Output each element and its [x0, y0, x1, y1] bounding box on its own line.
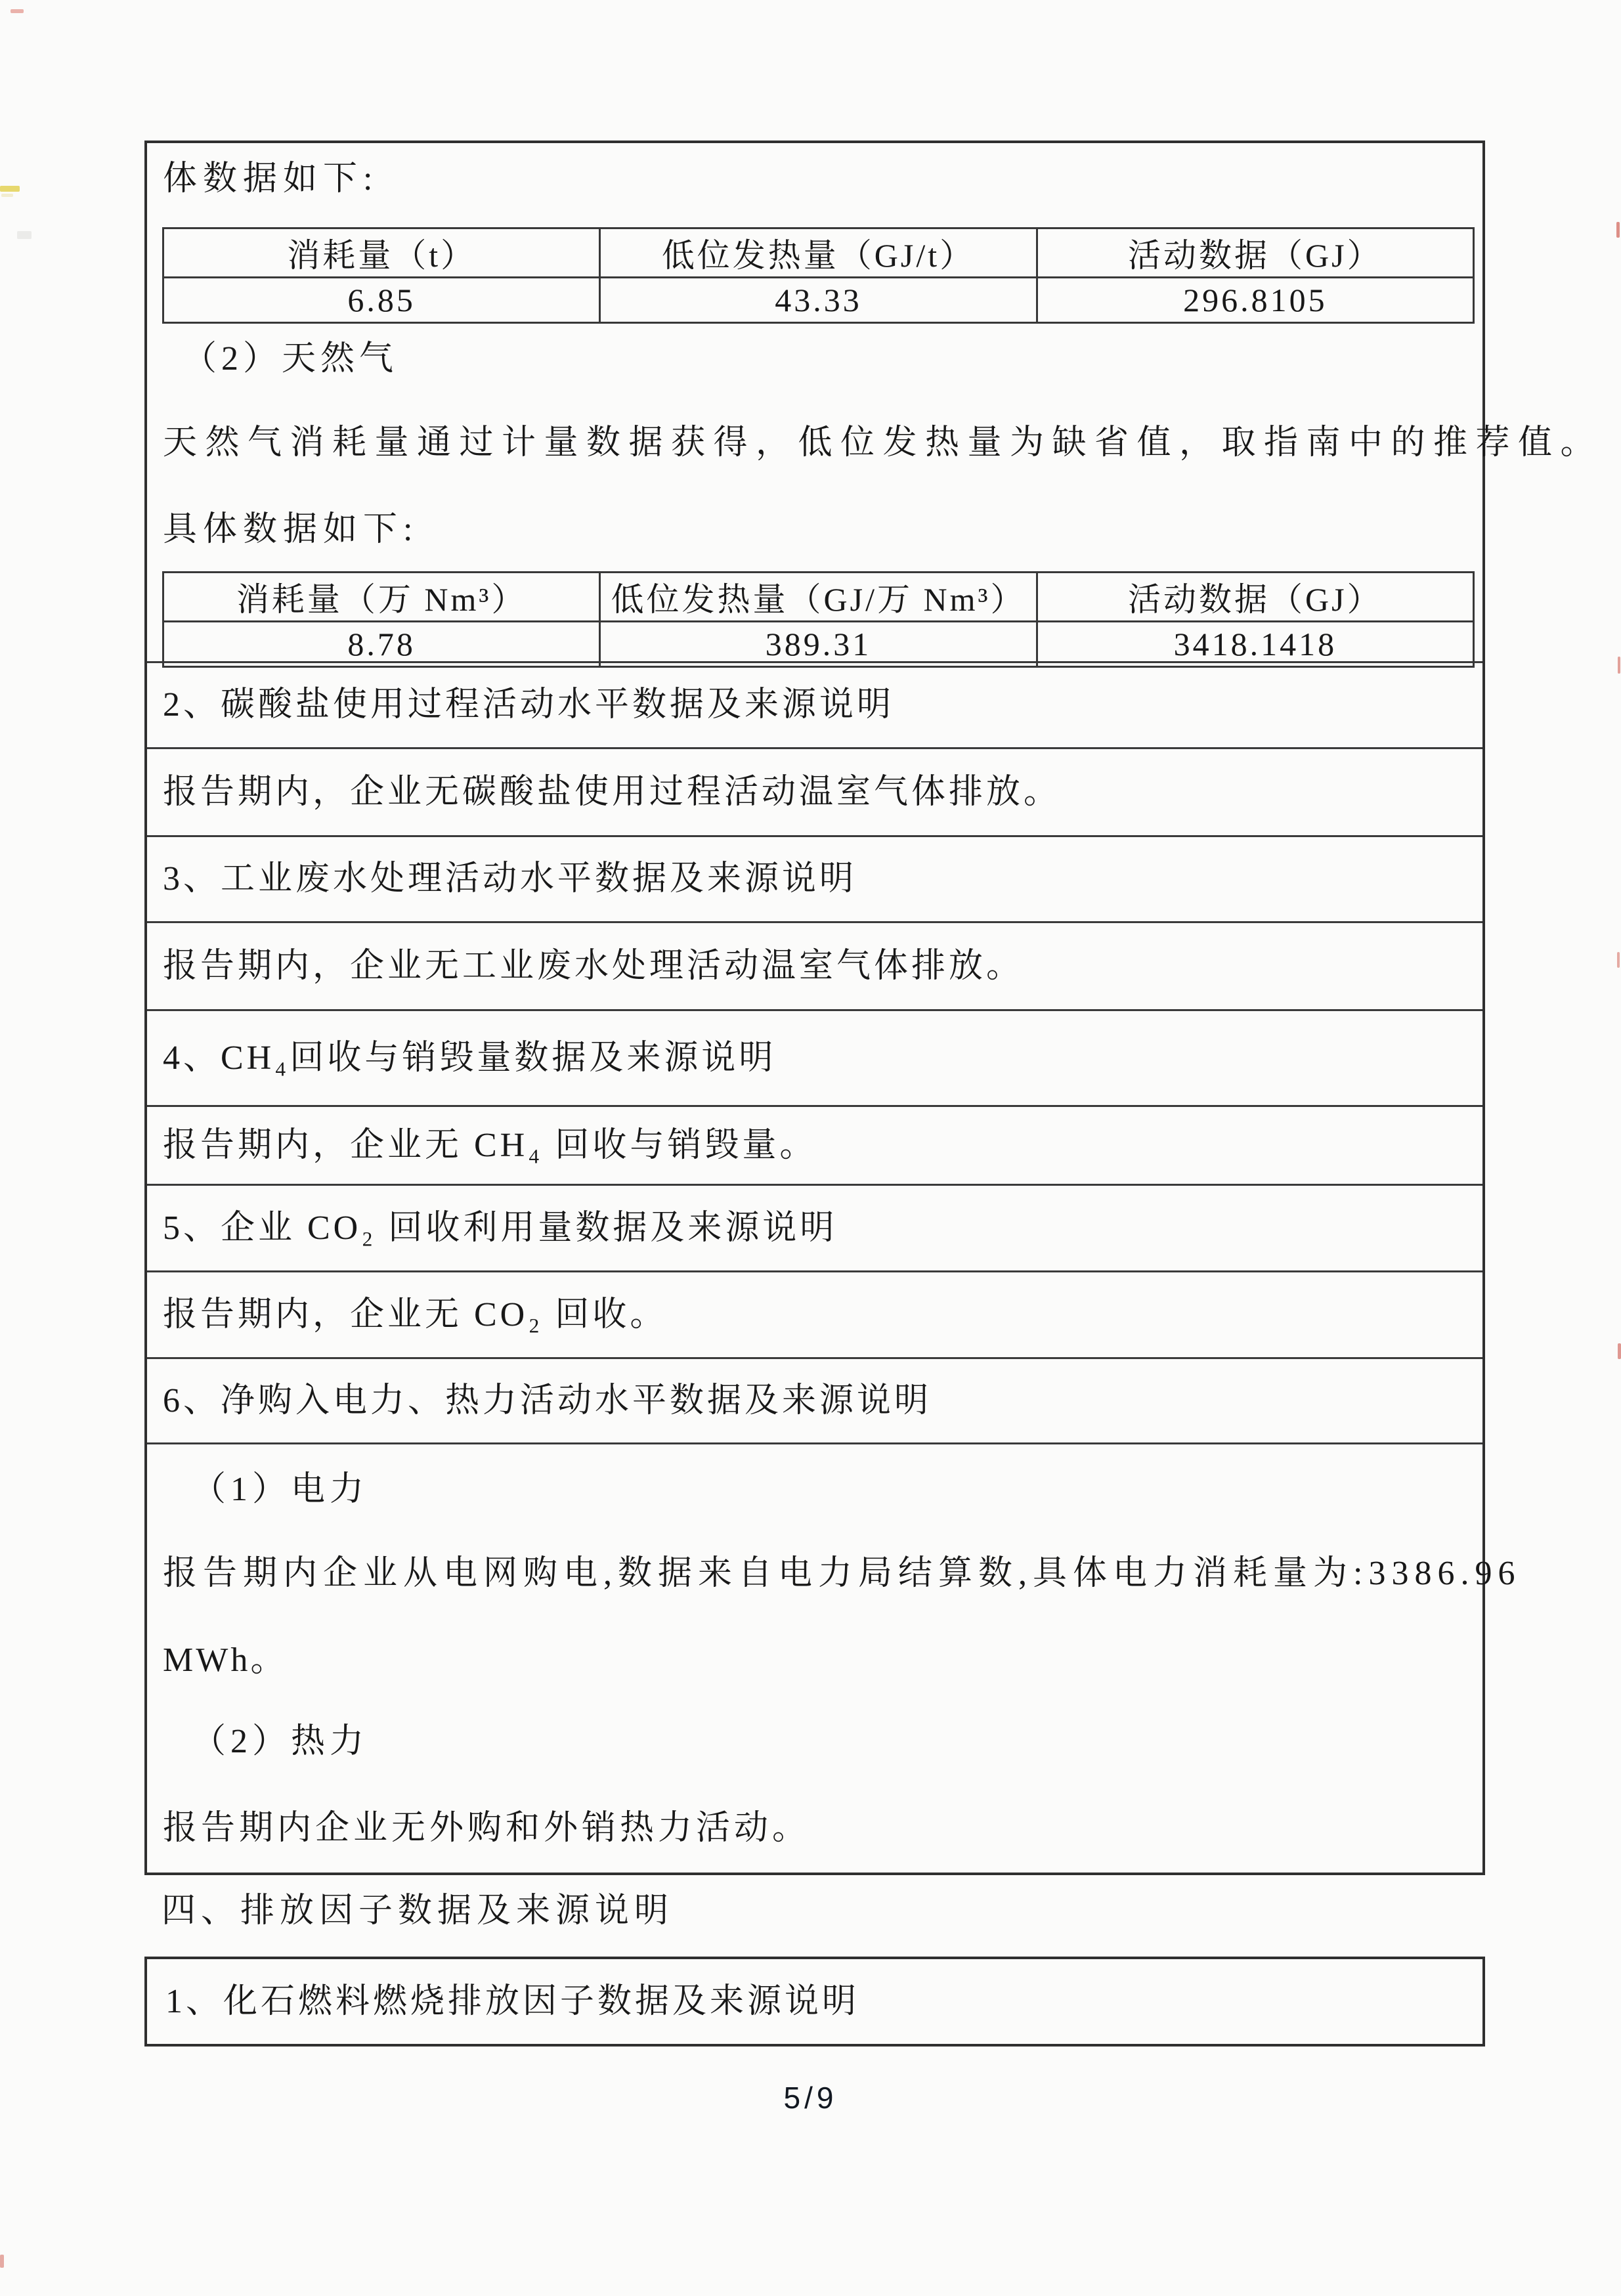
natural-gas-subtitle: （2）天然气: [183, 340, 399, 378]
section-content-row: [147, 1105, 1482, 1184]
heating-value-header-cell: 低位发热量（GJ/万 Nm³）: [600, 573, 1037, 622]
heat-description: 报告期内企业无外购和外销热力活动。: [163, 1809, 811, 1847]
activity-level-data-table: [144, 141, 1603, 1875]
gas-data-leadin-text: 具体数据如下:: [163, 511, 419, 548]
section-header-row: [147, 835, 1482, 921]
section-content-row: [147, 1270, 1482, 1357]
section-header-row: [147, 1184, 1482, 1270]
scan-artifact-red-tick: [1618, 1343, 1621, 1359]
fuel-oil-data-table: [162, 227, 1475, 324]
heat-subtitle: （2）热力: [192, 1723, 369, 1760]
page-number: 5/9: [783, 2081, 838, 2115]
scan-artifact-red-tick: [1616, 222, 1620, 238]
fossil-fuel-activity-row: [147, 143, 1603, 662]
section-header-row: [147, 1357, 1482, 1442]
consumption-header-cell: 消耗量（t）: [163, 228, 600, 278]
power-heat-content-row: [147, 1442, 1521, 1873]
table-value-row: [163, 622, 1474, 667]
activity-data-header-cell: 活动数据（GJ）: [1037, 228, 1473, 278]
section-content-text: 报告期内，企业无 CH₄ 回收与销毁量。: [163, 1126, 817, 1164]
electricity-description-line1: 报告期内企业从电网购电,数据来自电力局结算数,具体电力消耗量为:3386.96: [163, 1555, 1521, 1592]
section-header-row: [147, 1009, 1482, 1105]
fuel-data-leadin-text: 体数据如下:: [163, 160, 379, 198]
scan-artifact-red-tick: [11, 9, 24, 13]
table-value-row: [163, 278, 1474, 323]
section-header-label: 4、CH₄回收与销毁量数据及来源说明: [163, 1039, 777, 1077]
scan-artifact-red-tick: [1617, 952, 1620, 968]
section-header-label: 3、工业废水处理活动水平数据及来源说明: [163, 860, 857, 898]
consumption-header-cell: 消耗量（万 Nm³）: [163, 573, 600, 622]
natural-gas-data-table: [162, 571, 1475, 668]
consumption-value-cell: 6.85: [163, 278, 600, 323]
section-header-label: 6、净购入电力、热力活动水平数据及来源说明: [163, 1381, 932, 1419]
activity-data-header-cell: 活动数据（GJ）: [1037, 573, 1473, 622]
activity-data-value-cell: 3418.1418: [1037, 622, 1473, 667]
section-content-text: 报告期内，企业无工业废水处理活动温室气体排放。: [163, 947, 1024, 985]
heating-value-value-cell: 389.31: [600, 622, 1037, 667]
section-content-text: 报告期内，企业无碳酸盐使用过程活动温室气体排放。: [163, 773, 1062, 811]
scan-artifact-yellow-dash: [1, 194, 13, 197]
section-content-text: 报告期内，企业无 CO₂ 回收。: [163, 1295, 668, 1333]
heating-value-value-cell: 43.33: [600, 278, 1037, 323]
chapter-four-heading: 四、排放因子数据及来源说明: [162, 1892, 674, 1930]
fossil-fuel-factor-header: 1、化石燃料燃烧排放因子数据及来源说明: [165, 1982, 860, 2020]
consumption-value-cell: 8.78: [163, 622, 600, 667]
section-content-row: [147, 921, 1482, 1009]
scan-artifact-red-tick: [0, 2255, 4, 2268]
scan-artifact-red-tick: [1618, 657, 1620, 674]
section-header-label: 2、碳酸盐使用过程活动水平数据及来源说明: [163, 686, 895, 724]
electricity-description-line2: MWh。: [163, 1641, 288, 1679]
table-header-row: [163, 573, 1474, 622]
section-header-label: 5、企业 CO₂ 回收利用量数据及来源说明: [163, 1209, 838, 1247]
section-header-row: [147, 661, 1482, 747]
emission-factor-table: [144, 1957, 1485, 2047]
electricity-subtitle: （1）电力: [192, 1471, 369, 1508]
table-header-row: [163, 228, 1474, 278]
natural-gas-description: 天然气消耗量通过计量数据获得，低位发热量为缺省值，取指南中的推荐值。: [163, 424, 1603, 462]
scan-artifact-yellow-dash: [0, 186, 20, 192]
activity-data-value-cell: 296.8105: [1037, 278, 1473, 323]
scan-artifact-smudge: [17, 231, 32, 239]
section-content-row: [147, 747, 1482, 835]
heating-value-header-cell: 低位发热量（GJ/t）: [600, 228, 1037, 278]
